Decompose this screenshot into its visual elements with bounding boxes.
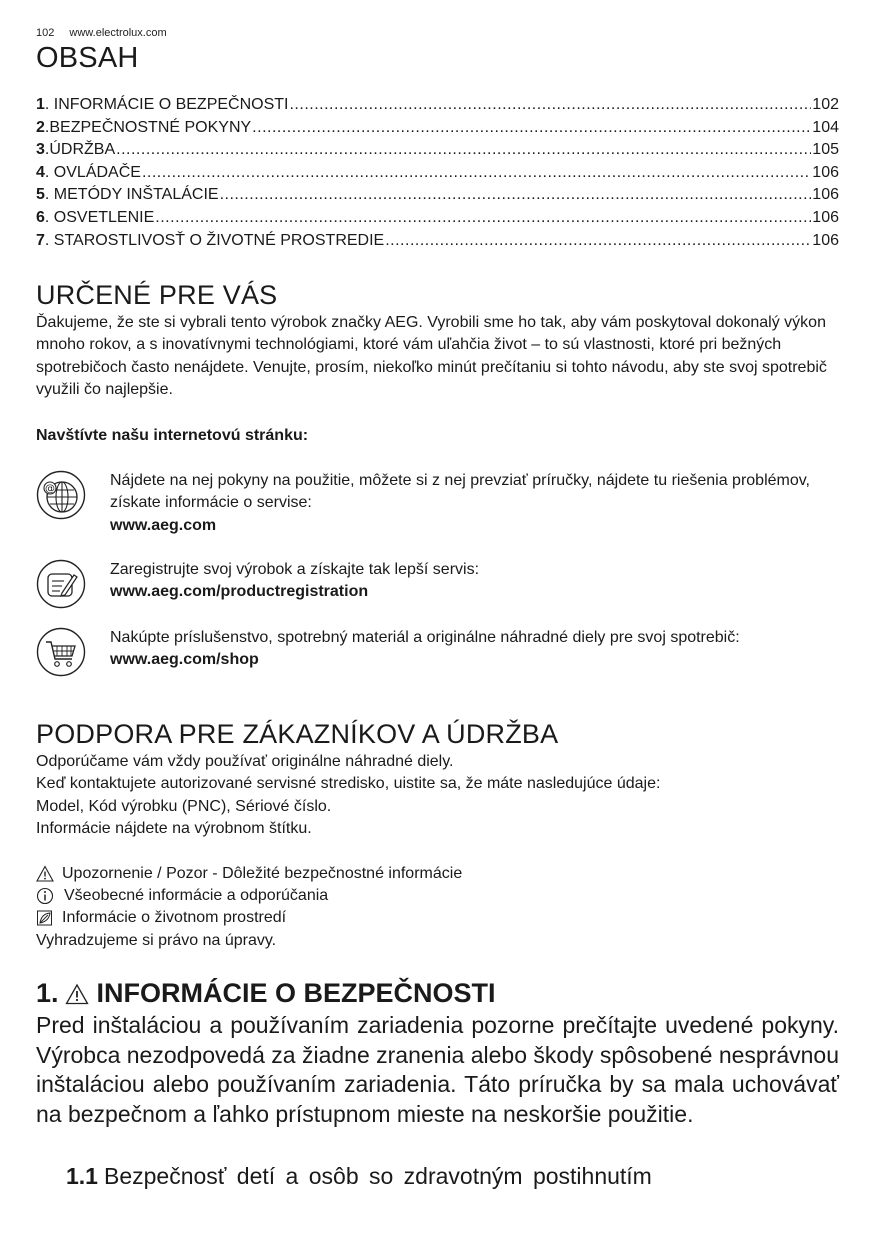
legend-info [36,885,328,907]
warning-triangle-icon [36,865,54,883]
toc-leader-dots [155,209,811,227]
toc-item[interactable] [36,186,839,209]
visit-label: Navštívte našu internetovú stránku: [36,427,309,444]
intro-text: Ďakujeme, že ste si vybrali tento výrobok značky AEG. Vyrobili sme ho tak, aby vám poskytoval dokonalý výkon mnoho rokov, a s inovatívnymi technológiami, ktoré vám uľahčia život – to sú vlastnosti, ktoré pri bežných spotrebičoch často nenájdete. Venujte, prosím, niekoľko minút prečítaniu si tohto návodu, aby ste svoj spotrebič využili čo najlepšie. [36,314,827,398]
legend-warning-text: Upozornenie / Pozor - Dôležité bezpečnostné informácie [62,865,463,882]
warning-triangle-icon [65,983,89,1005]
table-of-contents [36,96,839,254]
toc-item[interactable] [36,141,839,164]
toc-item-page: 104 [812,118,839,136]
toc-item[interactable] [36,232,839,255]
info-text-registration: Zaregistrujte svoj výrobok a získajte tak lepší servis: [110,561,480,578]
toc-leader-dots [385,232,811,250]
toc-title: OBSAH [36,42,139,74]
info-text-website: Nájdete na nej pokyny na použitie, môžete si z nej prevziať príručky, nájdete tu riešenia problémov, získate informácie o servise: [110,472,810,512]
toc-item-number: 6 [36,208,45,226]
toc-item-number: 3 [36,141,45,159]
legend-warning [36,863,462,885]
toc-leader-dots [220,186,812,204]
info-row-website [36,470,839,540]
toc-item-title: .ÚDRŽBA [44,141,116,159]
support-line: Informácie nájdete na výrobnom štítku. [36,820,312,837]
website-link[interactable]: www.aeg.com [110,516,217,534]
toc-item[interactable] [36,119,839,142]
toc-item-number: 5 [36,186,45,204]
safety-number: 1. [36,978,59,1008]
info-row-shop [36,627,839,697]
toc-item-page: 106 [812,163,839,181]
shopping-cart-icon [36,627,86,677]
toc-item-number: 1 [36,96,45,113]
subsection-heading [66,1163,652,1190]
safety-title: INFORMÁCIE O BEZPEČNOSTI [96,978,496,1008]
support-line: Model, Kód výrobku (PNC), Sériové číslo. [36,798,332,815]
register-notepad-icon [36,559,86,609]
shop-link[interactable]: www.aeg.com/shop [110,651,259,669]
toc-item-page: 102 [812,96,839,113]
toc-item-page: 105 [812,141,839,159]
svg-text:@: @ [45,483,55,495]
toc-item[interactable] [36,96,839,119]
toc-item-title: . OVLÁDAČE [44,163,141,181]
safety-heading [36,978,496,1009]
page-header [36,27,167,39]
toc-item-page: 106 [812,208,839,226]
support-title: PODPORA PRE ZÁKAZNÍKOV A ÚDRŽBA [36,719,559,749]
safety-text: Pred inštaláciou a používaním zariadenia pozorne prečítajte uvedené pokyny. Výrobca nezodpovedá za žiadne zranenia alebo škody spôsobené nesprávnou inštaláciou alebo používaním zariadenia. Táto príručka by sa mala uchovávať na bezpečnom a ľahko prístupnom mieste na neskoršie použitie. [36,1012,840,1127]
toc-item-number: 2 [36,118,45,136]
globe-at-icon [36,470,86,520]
legend-info-text: Všeobecné informácie a odporúčania [64,887,329,904]
toc-item-title: . INFORMÁCIE O BEZPEČNOSTI [44,96,289,113]
toc-leader-dots [289,96,811,114]
intro-title: URČENÉ PRE VÁS [36,280,278,310]
toc-item-title: . STAROSTLIVOSŤ O ŽIVOTNÉ PROSTREDIE [44,231,385,249]
toc-leader-dots [252,119,811,137]
toc-item-number: 7 [36,231,45,249]
toc-item-title: . METÓDY INŠTALÁCIE [44,186,219,204]
header-url[interactable]: www.electrolux.com [69,27,167,39]
rights-reserved: Vyhradzujeme si právo na úpravy. [36,932,277,949]
toc-item-page: 106 [812,231,839,249]
toc-leader-dots [142,164,811,182]
page-number: 102 [36,27,55,39]
legend-environment [36,907,286,929]
toc-item[interactable] [36,209,839,232]
toc-item-title: . OSVETLENIE [44,208,155,226]
info-row-registration [36,559,839,629]
registration-link[interactable]: www.aeg.com/productregistration [110,583,369,601]
environment-leaf-icon [36,909,54,927]
subsection-number: 1.1 [66,1163,98,1189]
toc-leader-dots [116,141,811,159]
toc-item-title: .BEZPEČNOSTNÉ POKYNY [44,118,252,136]
toc-item[interactable] [36,164,839,187]
toc-item-number: 4 [36,163,45,181]
support-line: Odporúčame vám vždy používať originálne náhradné diely. [36,753,454,770]
legend-environment-text: Informácie o životnom prostredí [62,909,287,926]
support-line: Keď kontaktujete autorizované servisné stredisko, uistite sa, že máte nasledujúce údaje: [36,775,661,792]
toc-item-page: 106 [812,186,839,204]
subsection-title: Bezpečnosť detí a osôb so zdravotným postihnutím [103,1163,652,1189]
info-circle-icon [36,887,54,905]
info-text-shop: Nakúpte príslušenstvo, spotrebný materiál a originálne náhradné diely pre svoj spotrebič: [110,629,740,646]
